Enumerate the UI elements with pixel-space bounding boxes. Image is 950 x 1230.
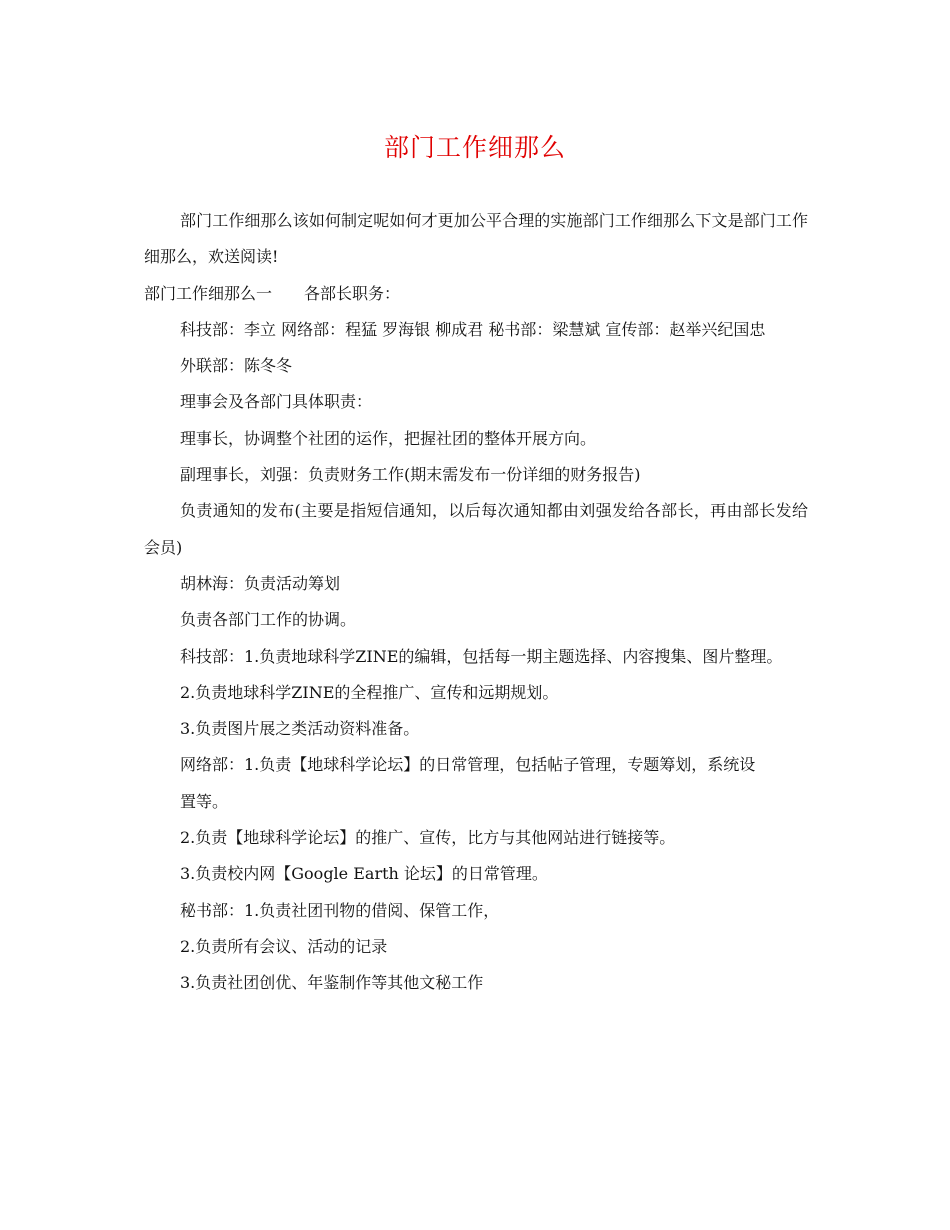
paragraph-tech-2: 2.负责地球科学ZINE的全程推广、宣传和远期规划。 xyxy=(180,682,559,702)
paragraph-network-1-cont: 置等。 xyxy=(180,791,229,811)
document-body xyxy=(144,203,808,1002)
paragraph-coordination: 负责各部门工作的协调。 xyxy=(180,610,357,630)
paragraph-tech-3: 3.负责图片展之类活动资料准备。 xyxy=(180,719,420,739)
paragraph-liaison: 外联部：陈冬冬 xyxy=(180,356,293,376)
paragraph-duties-heading: 理事会及各部门具体职责： xyxy=(180,392,373,412)
paragraph-vice-chairman: 副理事长，刘强：负责财务工作(期末需发布一份详细的财务报告) xyxy=(180,465,641,485)
paragraph-chairman: 理事长，协调整个社团的运作，把握社团的整体开展方向。 xyxy=(180,428,597,448)
paragraph-network-2: 2.负责【地球科学论坛】的推广、宣传，比方与其他网站进行链接等。 xyxy=(180,828,676,848)
document-title: 部门工作细那么 xyxy=(383,133,566,162)
paragraph-notifications: 负责通知的发布(主要是指短信通知，以后每次通知都由刘强发给各部长，再由部长发给会员) xyxy=(144,501,808,557)
paragraph-section-heading: 部门工作细那么一 各部长职务： xyxy=(144,283,401,303)
paragraph-network-3: 3.负责校内网【Google Earth 论坛】的日常管理。 xyxy=(180,864,548,884)
paragraph-secretary-1: 秘书部：1.负责社团刊物的借阅、保管工作， xyxy=(180,900,500,920)
paragraph-intro: 部门工作细那么该如何制定呢如何才更加公平合理的实施部门工作细那么下文是部门工作细那么，欢送阅读! xyxy=(144,211,808,267)
paragraph-network-1: 网络部：1.负责【地球科学论坛】的日常管理，包括帖子管理，专题筹划，系统设 xyxy=(180,755,756,775)
paragraph-ministers: 科技部：李立 网络部：程猛 罗海银 柳成君 秘书部：梁慧斌 宣传部：赵举兴纪国忠 xyxy=(180,319,766,339)
paragraph-hu-linhai: 胡林海：负责活动筹划 xyxy=(180,573,341,593)
paragraph-secretary-3: 3.负责社团创优、年鉴制作等其他文秘工作 xyxy=(180,973,484,993)
paragraph-secretary-2: 2.负责所有会议、活动的记录 xyxy=(180,936,388,956)
paragraph-tech-1: 科技部：1.负责地球科学ZINE的编辑，包括每一期主题选择、内容搜集、图片整理。 xyxy=(180,646,783,666)
